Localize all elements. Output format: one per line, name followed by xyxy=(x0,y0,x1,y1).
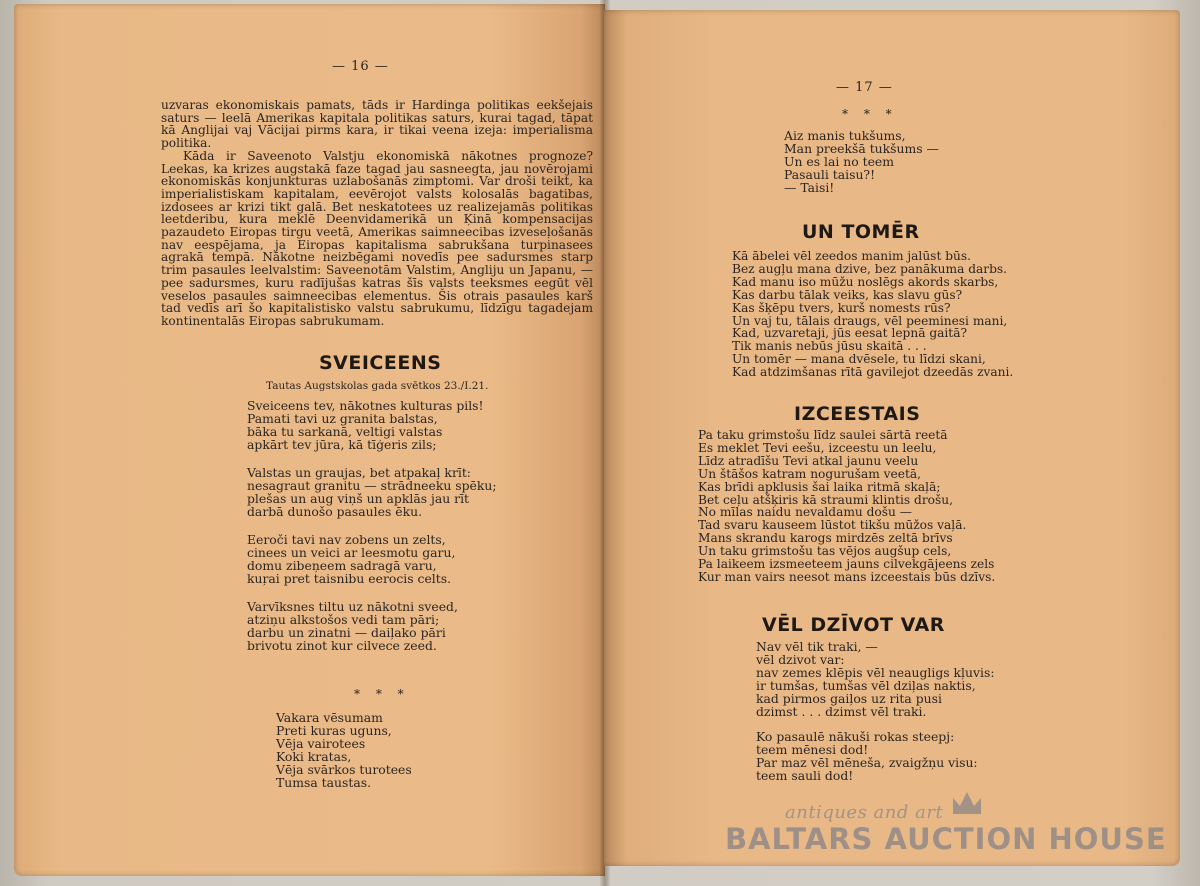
left-page xyxy=(14,4,605,876)
essay-text xyxy=(161,99,593,328)
stanza: Eeroči tavi nav zobens un zelts, cinees un veici ar leesmotu garu, domu zibeņeem sadragā varu, kuŗai pret taisnibu eerocis celts. xyxy=(247,532,456,586)
watermark-name: BALTARS AUCTION HOUSE xyxy=(725,822,1167,856)
auction-watermark xyxy=(725,800,1185,860)
asterism: * * * xyxy=(354,687,410,701)
asterism: * * * xyxy=(842,107,898,121)
page-number-17: — 17 — xyxy=(836,80,893,95)
right-page xyxy=(604,10,1180,866)
stanza: Sveiceens tev, nākotnes kulturas pils! Pamati tavi uz granita balstas, bāka tu sarkanā, veltigi valstas apkārt tev jūra, kā tīģeris zils; xyxy=(247,398,484,452)
crown-icon xyxy=(950,788,984,818)
poem-title-vel-dzivot-var: VĒL DZĪVOT VAR xyxy=(762,614,945,636)
poem-subtitle: Tautas Augstskolas gada svētkos 23./I.21. xyxy=(266,380,489,392)
poem-title-sveiceens: SVEICEENS xyxy=(319,352,442,374)
poem-title-izceestais: IZCEESTAIS xyxy=(794,403,921,425)
paragraph: Kāda ir Saveenoto Valstju ekonomiskā nākotnes prognoze? Leekas, ka krizes augstakā faze tagad jau sasneegta, jau novērojami ekonomiskās konjunkturas uzlabošanās zimptomi. Var droši teikt, ka imperialistiskam kapitalam, eevērojot valsts kolosalās bagatibas, izdosees ar krizi tikt galā. Bet neskatotees uz realizejamās politikas leetderibu, kura meklē Deenvidamerikā un Ķinā kompensacijas pazaudeto Eiropas tirgu veetā, Amerikas saimneecibas izveseļošanās nav eespējama, ja Eiropas kapitalisma sabrukšana turpinasees agrakā tempā. Nākotne neizbēgami novedīs pee sadursmes starp trim pasaules leelvalstim: Saveenotām Valstim, Angliju un Japanu, — pee sadursmes, kuru radījušas katras šīs valsts teeksmes eegūt vēl veselos pasaules saimneecibas elementus. Šis otrais pasaules karš tad vedīs arī šo kapitalistisko valstu sabrukumu, līdzīgu tagadejam kontinentalās Eiropas sabrukumam. xyxy=(161,148,593,328)
poem-title-un-tomer: UN TOMĒR xyxy=(802,221,920,243)
paragraph: uzvaras ekonomiskais pamats, tāds ir Hardinga politikas eekšejais saturs — leelā Amerikas kapitala politikas saturs, kurai tagad, tāpat kā Anglijai vaj Vācijai pirms kara, ir tikai veena izeja: imperialisma politika. xyxy=(161,98,593,151)
poem-izceestais: Pa taku grimstošu līdz saulei sārtā reetā Es meklet Tevi eešu, izceestu un leelu, Līdz atradīšu Tevi atkal jaunu veelu Un štāšos katram nogurušam veetā, Kas brīdi apklusis šai laika ritmā skaļā; Bet ceļu atšķiris kā straumi klintis drošu, No mīlas naidu nevaldamu došu — Tad svaru kauseem lūstot tikšu mūžos vaļā. Mans skrandu karogs mirdzēs zeltā brīvs Un taku grimstošu tas vējos augšup cels, Pa laikeem izsmeeteem jauns cilvekgājeens zels Kur man vairs neesot mans izceestais būs dzīvs. xyxy=(698,428,996,584)
watermark-tagline: antiques and art xyxy=(785,802,944,823)
stanza: Valstas un graujas, bet atpakaļ krīt: nesagraut granitu — strādneeku spēku; plešas un aug viņš un apklās jau rīt darbā dunošo pasaules ēku. xyxy=(247,465,497,519)
poem-vel-dzivot-var: Nav vēl tik traki, — vēl dzivot var: nav zemes klēpis vēl neaugligs kļuvis: ir tumšas, tumšas vēl dziļas naktis, kad pirmos gaiļos uz rita pusi dzimst . . . dzimst vēl traki. Ko pasaulē nākuši rokas steepj: teem mēnesi dod! Par maz vēl mēneša, zvaigžņu visu: teem sauli dod! xyxy=(756,639,995,784)
poem-un-tomer: Kā ābelei vēl zeedos manim jalūst būs. Bez augļu mana dzive, bez panākuma darbs. Kad manu iso mūžu noslēgs akords skarbs, Kas darbu tālak veiks, kas slavu gūs? Kas šķēpu tvers, kurš nomests rūs? Un vaj tu, tālais draugs, vēl peeminesi mani, Kad, uzvaretaji, jūs eesat lepnā gaitā? Tik manis nebūs jūsu skaitā . . . Un tomēr — mana dvēsele, tu līdzi skani, Kad atdzimšanas rītā gavilejot dzeedās zvani. xyxy=(732,249,1014,380)
page-number-16: — 16 — xyxy=(332,59,389,74)
untitled-poem: Vakara vēsumam Preti kuras uguns, Vēja vairotees Koki kratas, Vēja svārkos turotees Tumsa taustas. xyxy=(276,710,412,790)
stanza: Varvīksnes tiltu uz nākotni sveed, atziņu alkstošos vedi tam pāri; darbu un zinatni — daiļako pāri brivotu zinot kur cilvece zeed. xyxy=(247,599,458,653)
intro-poem: Aiz manis tukšums, Man preekšā tukšums — Un es lai no teem Pasauli taisu?! — Taisi! xyxy=(784,128,939,195)
